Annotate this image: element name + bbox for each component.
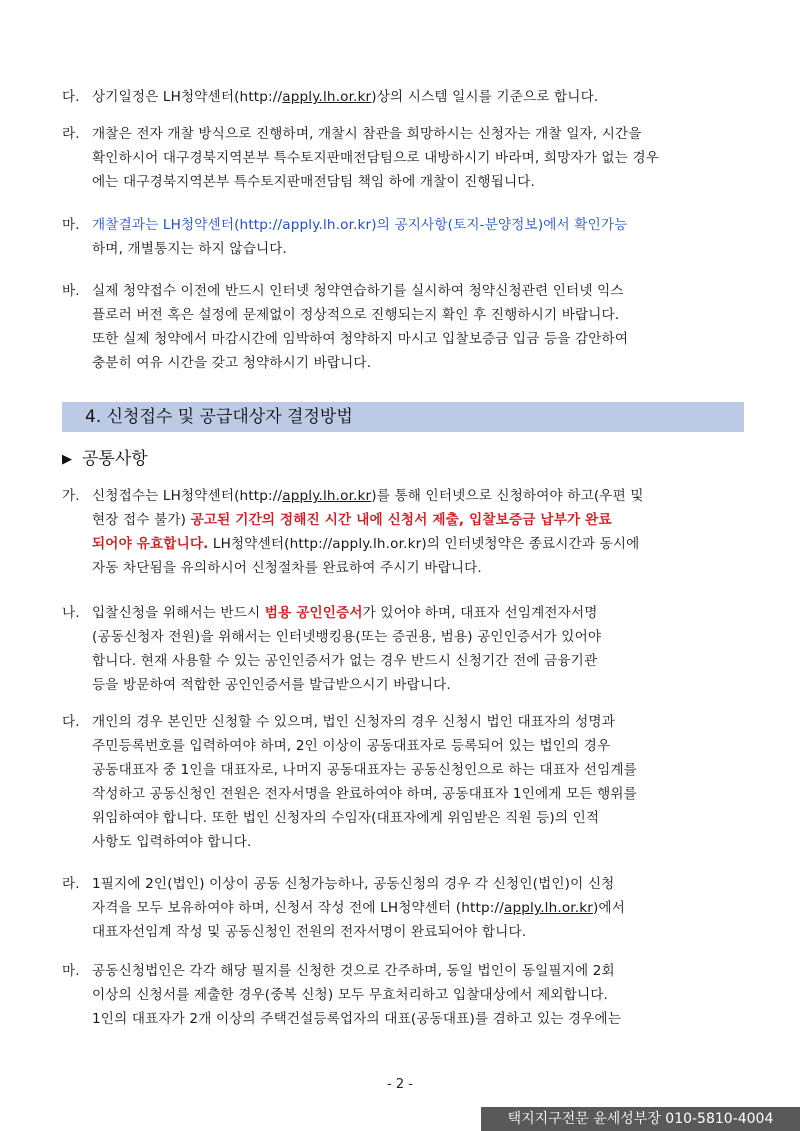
item-line (62, 673, 762, 697)
body-text: 개인의 경우 본인만 신청할 수 있으며, 법인 신청자의 경우 신청시 법인 대표자의 성명과 (92, 714, 615, 730)
item-line (62, 85, 762, 109)
item-line (62, 532, 762, 556)
body-text: 실제 청약접수 이전에 반드시 인터넷 청약연습하기를 실시하여 청약신청관련 인터넷 익스 (92, 283, 624, 299)
body-text: 현장 접수 불가) (92, 512, 191, 528)
item-line (62, 649, 762, 673)
subheading-text: 공통사항 (82, 449, 148, 469)
item-line (62, 872, 762, 896)
item-line (62, 601, 762, 625)
list-item-da (62, 710, 762, 854)
item-label: 바. (62, 283, 80, 299)
body-text: )를 통해 인터넷으로 신청하여야 하고(우편 및 (371, 488, 644, 504)
body-text: 공동대표자 중 1인을 대표자로, 나머지 공동대표자는 공동신청인으로 하는 대표자 선임계를 (92, 762, 637, 778)
body-text: 위임하여야 합니다. 또한 법인 신청자의 수임자(대표자에게 위임받은 직원 등)의 인적 (92, 810, 600, 826)
item-line (62, 830, 762, 854)
item-label: 마. (62, 963, 80, 979)
body-text: 개찰결과는 LH청약센터(http://apply.lh.or.kr)의 공지사항(토지-분양정보)에서 확인가능 (92, 217, 628, 233)
list-item-ra-top (62, 122, 762, 194)
triangle-bullet-icon: ▶ (62, 452, 72, 467)
body-text: (공동신청자 전원)을 위해서는 인터넷뱅킹용(또는 증권용, 범용) 공인인증서가 있어야 (92, 629, 602, 645)
body-text: 신청접수는 LH청약센터(http:// (92, 488, 283, 504)
emphasis-text: 범용 공인인증서 (264, 605, 363, 621)
item-label: 라. (62, 126, 80, 142)
body-text: 1필지에 2인(법인) 이상이 공동 신청가능하나, 공동신청의 경우 각 신청인(법인)이 신청 (92, 876, 615, 892)
body-text: 등을 방문하여 적합한 공인인증서를 발급받으시기 바랍니다. (92, 677, 451, 693)
url-link[interactable]: apply.lh.or.kr (282, 89, 372, 105)
item-line (62, 806, 762, 830)
item-line (62, 556, 762, 580)
subheading (62, 446, 148, 474)
item-line (62, 279, 762, 303)
body-text: LH청약센터(http://apply.lh.or.kr)의 인터넷청약은 종료시간과 동시에 (208, 536, 640, 552)
url-link[interactable]: apply.lh.or.kr (282, 488, 372, 504)
item-line (62, 710, 762, 734)
body-text: )상의 시스템 일시를 기준으로 합니다. (371, 89, 599, 105)
item-line (62, 303, 762, 327)
list-item-ma (62, 959, 762, 1031)
list-item-ra (62, 872, 762, 944)
list-item-ma-top (62, 213, 762, 261)
item-line (62, 983, 762, 1007)
body-text: )에서 (593, 900, 626, 916)
contact-watermark: 택지지구전문 윤세성부장 010-5810-4004 (481, 1107, 800, 1131)
emphasis-text: 공고된 기간의 정해진 시간 내에 신청서 제출, 입찰보증금 납부가 완료 (190, 512, 612, 528)
body-text: 하며, 개별통지는 하지 않습니다. (92, 241, 288, 257)
item-line (62, 625, 762, 649)
body-text: 주민등록번호를 입력하여야 하며, 2인 이상이 공동대표자로 등록되어 있는 법인의 경우 (92, 738, 611, 754)
body-text: 또한 실제 청약에서 마감시간에 임박하여 청약하지 마시고 입찰보증금 입금 등을 감안하여 (92, 331, 629, 347)
item-line (62, 237, 762, 261)
page-number: - 2 - (387, 1077, 413, 1092)
body-text: 이상의 신청서를 제출한 경우(중복 신청) 모두 무효처리하고 입찰대상에서 제외합니다. (92, 987, 608, 1003)
item-line (62, 758, 762, 782)
body-text: 1인의 대표자가 2개 이상의 주택건설등록업자의 대표(공동대표)를 겸하고 있는 경우에는 (92, 1011, 622, 1027)
body-text: 확인하시어 대구경북지역본부 특수토지판매전담팀으로 내방하시기 바라며, 희망자가 없는 경우 (92, 150, 660, 166)
item-line (62, 170, 762, 194)
body-text: 에는 대구경북지역본부 특수토지판매전담팀 책임 하에 개찰이 진행됩니다. (92, 174, 536, 190)
item-line (62, 734, 762, 758)
body-text: 사항도 입력하여야 합니다. (92, 834, 252, 850)
body-text: 합니다. 현재 사용할 수 있는 공인인증서가 없는 경우 반드시 신청기간 전에 금융기관 (92, 653, 598, 669)
body-text: 플로러 버전 혹은 설정에 문제없이 정상적으로 진행되는지 확인 후 진행하시기 바랍니다. (92, 307, 620, 323)
item-line (62, 327, 762, 351)
body-text: 상기일정은 LH청약센터(http:// (92, 89, 283, 105)
item-line (62, 213, 762, 237)
body-text: 자동 차단됨을 유의하시어 신청절차를 완료하여 주시기 바랍니다. (92, 560, 482, 576)
item-line (62, 508, 762, 532)
body-text: 작성하고 공동신청인 전원은 전자서명을 완료하여야 하며, 공동대표자 1인에게 모든 행위를 (92, 786, 637, 802)
item-label: 가. (62, 488, 80, 504)
body-text: 자격을 모두 보유하여야 하며, 신청서 작성 전에 LH청약센터 (http:// (92, 900, 504, 916)
body-text: 충분히 여유 시간을 갖고 청약하시기 바랍니다. (92, 355, 372, 371)
item-line (62, 122, 762, 146)
list-item-ga (62, 484, 762, 580)
item-label: 다. (62, 714, 80, 730)
list-item-da-top (62, 85, 762, 109)
body-text: 가 있어야 하며, 대표자 선임계전자서명 (362, 605, 598, 621)
list-item-na (62, 601, 762, 697)
url-link[interactable]: apply.lh.or.kr (503, 900, 594, 916)
body-text: 입찰신청을 위해서는 반드시 (92, 605, 265, 621)
item-line (62, 782, 762, 806)
section-title: 4. 신청접수 및 공급대상자 결정방법 (85, 407, 353, 427)
body-text: 공동신청법인은 각각 해당 필지를 신청한 것으로 간주하며, 동일 법인이 동일필지에 2회 (92, 963, 615, 979)
list-item-ba-top (62, 279, 762, 375)
item-line (62, 484, 762, 508)
item-line (62, 896, 762, 920)
item-line (62, 146, 762, 170)
item-line (62, 1007, 762, 1031)
item-line (62, 920, 762, 944)
item-line (62, 351, 762, 375)
item-label: 다. (62, 89, 80, 105)
item-label: 라. (62, 876, 80, 892)
item-label: 마. (62, 217, 80, 233)
body-text: 개찰은 전자 개찰 방식으로 진행하며, 개찰시 참관을 희망하시는 신청자는 개찰 일자, 시간을 (92, 126, 642, 142)
item-line (62, 959, 762, 983)
body-text: 대표자선임계 작성 및 공동신청인 전원의 전자서명이 완료되어야 합니다. (92, 924, 527, 940)
emphasis-text: 되어야 유효합니다. (92, 536, 209, 552)
item-label: 나. (62, 605, 80, 621)
